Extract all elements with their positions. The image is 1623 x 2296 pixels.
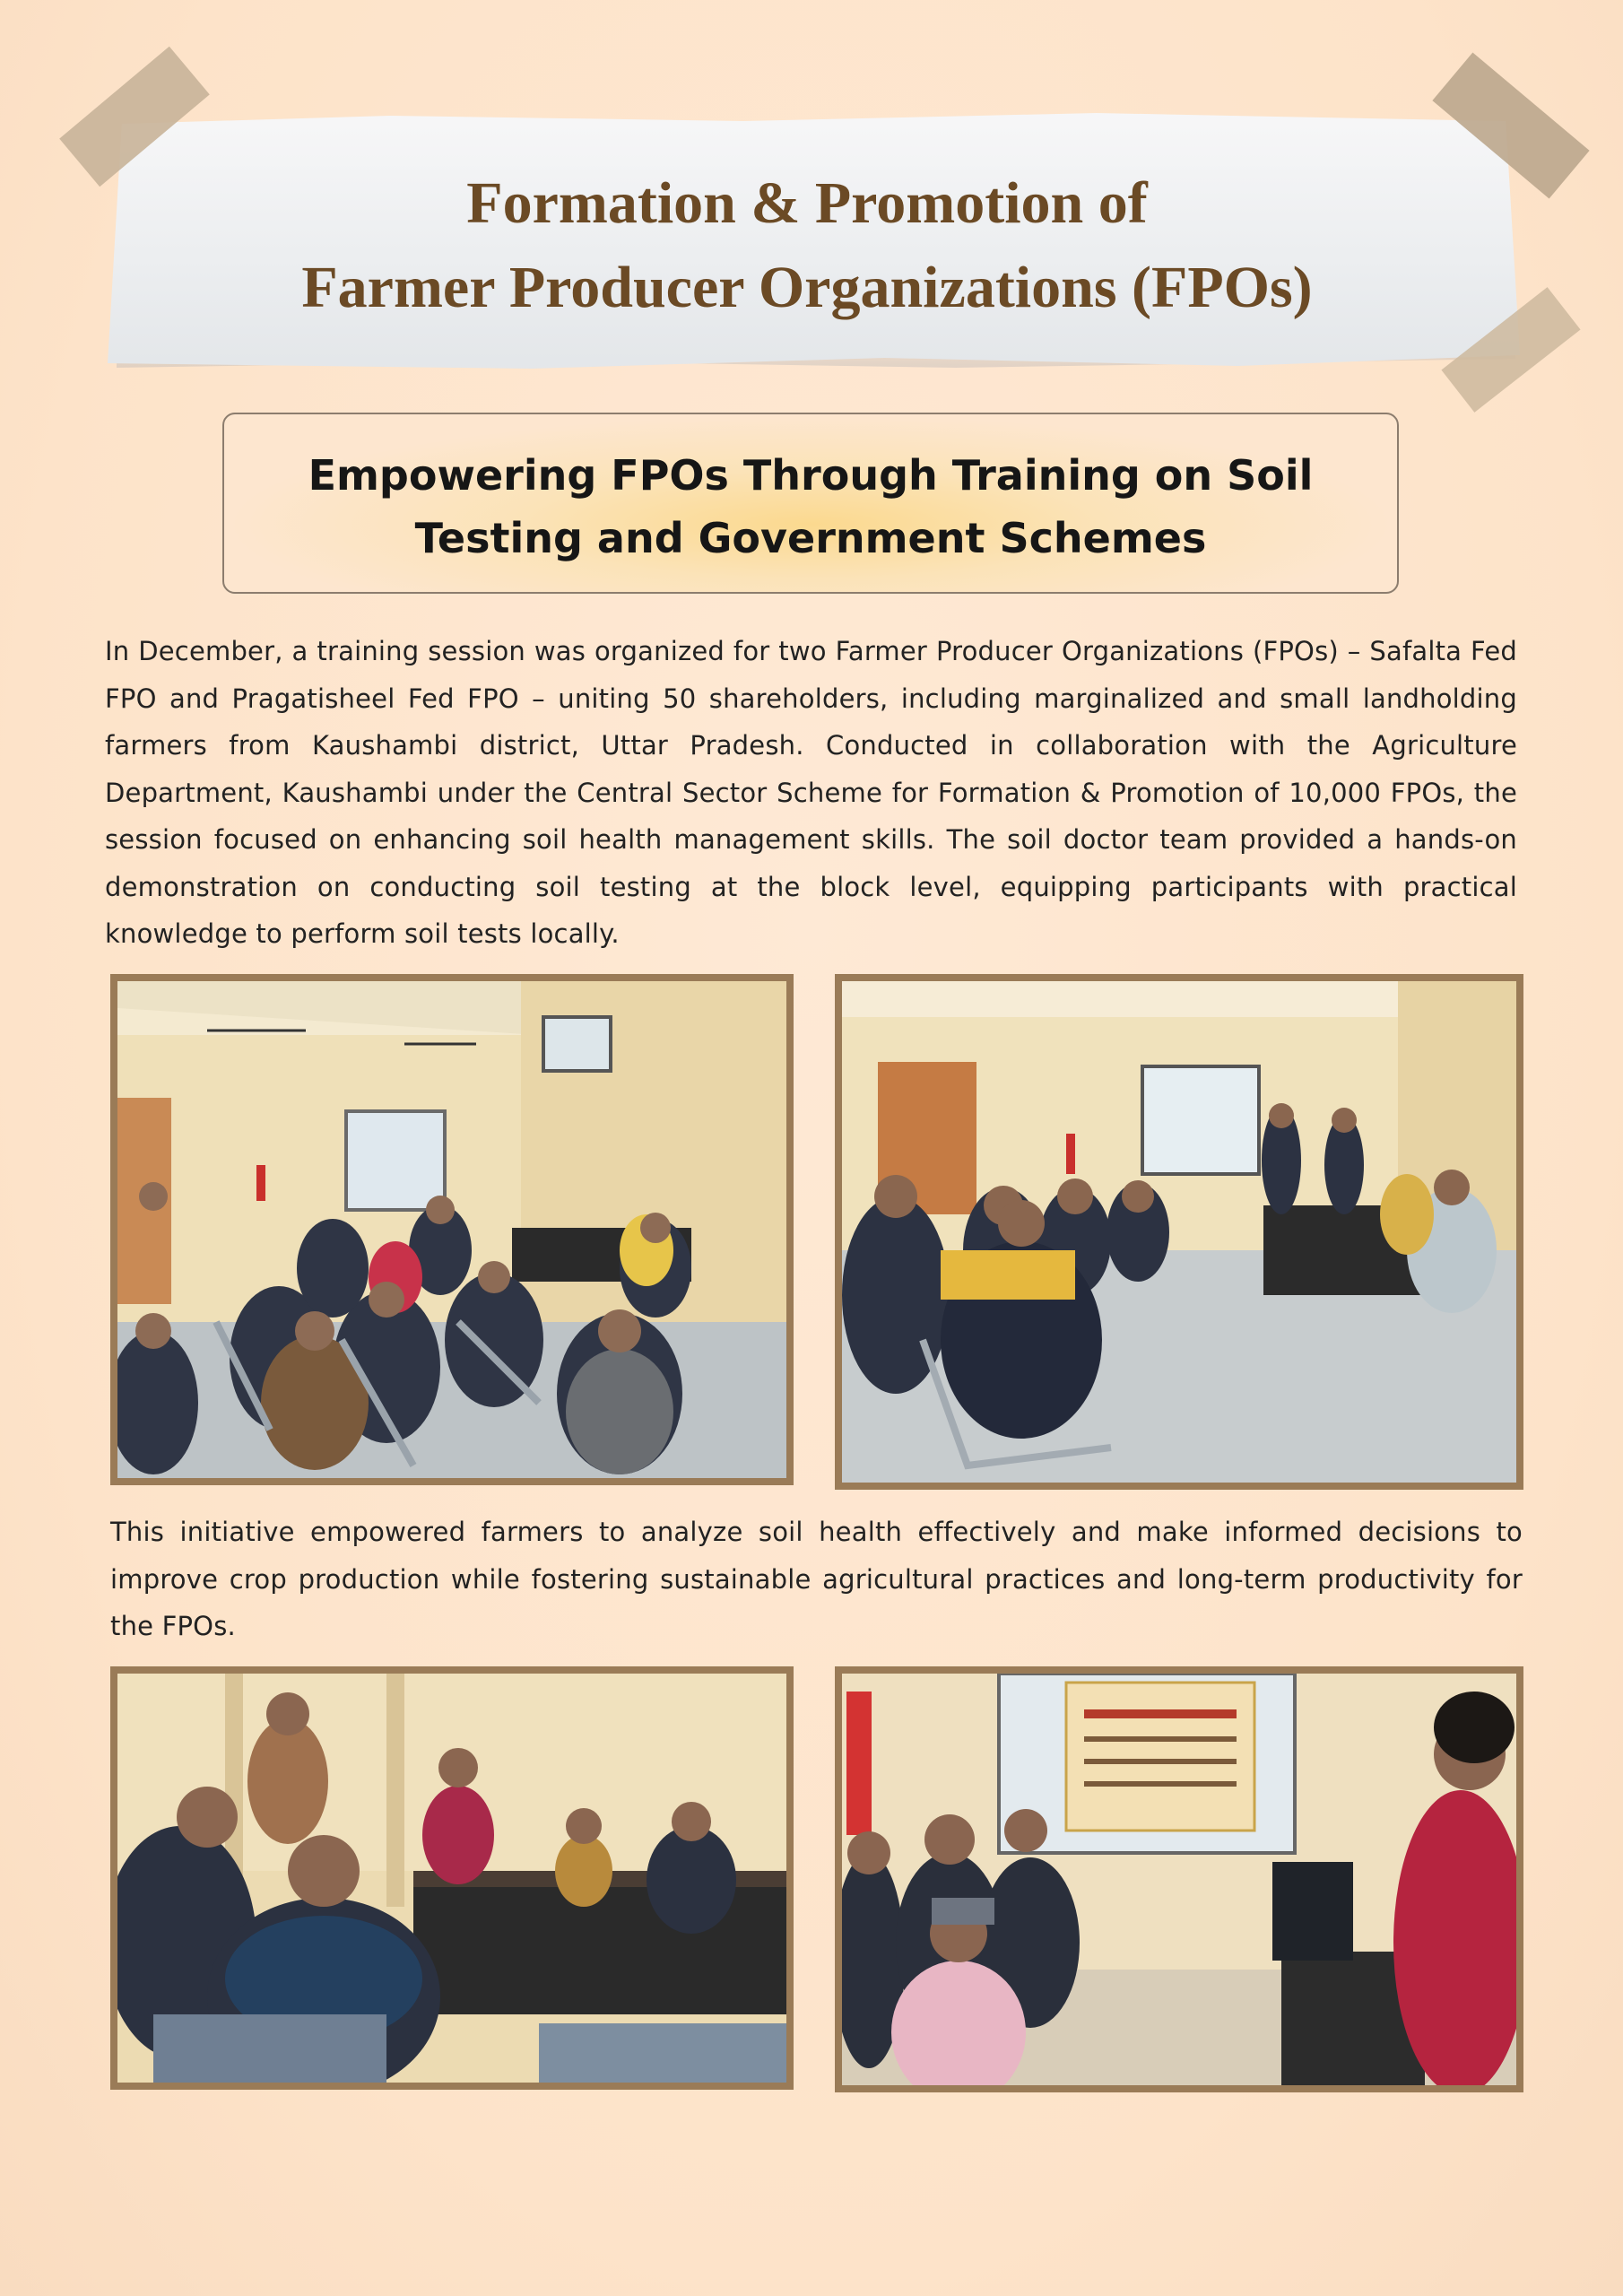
training-photo-4: [835, 1666, 1523, 2092]
training-photo-3: [110, 1666, 794, 2090]
subtitle-line-2: Testing and Government Schemes: [414, 514, 1207, 562]
conclusion-paragraph: This initiative empowered farmers to analyze soil health effectively and make informed decisions to improve crop production while fostering sustainable agricultural practices and long-term productivity for the FPOs.: [110, 1517, 1523, 1641]
section-subtitle: [222, 444, 1399, 570]
training-photo-2: [835, 974, 1523, 1490]
intro-paragraph: In December, a training session was organized for two Farmer Producer Organizations (FPOs) – Safalta Fed FPO and Pragatisheel Fed FPO – uniting 50 shareholders, including marginalized and small landholding farmers from Kaushambi district, Uttar Pradesh. Conducted in collaboration with the Agriculture Department, Kaushambi under the Central Sector Scheme for Formation & Promotion of 10,000 FPOs, the session focused on enhancing soil health management skills. The soil doctor team provided a hands-on demonstration on conducting soil testing at the block level, equipping participants with practical knowledge to perform soil tests locally.: [105, 636, 1517, 949]
subtitle-line-1: Empowering FPOs Through Training on Soil: [308, 451, 1314, 500]
training-photo-1: [110, 974, 794, 1485]
page-title: [143, 161, 1471, 330]
page-title-line-1: Formation & Promotion of: [466, 170, 1148, 236]
page-title-line-2: Farmer Producer Organizations (FPOs): [301, 255, 1313, 320]
